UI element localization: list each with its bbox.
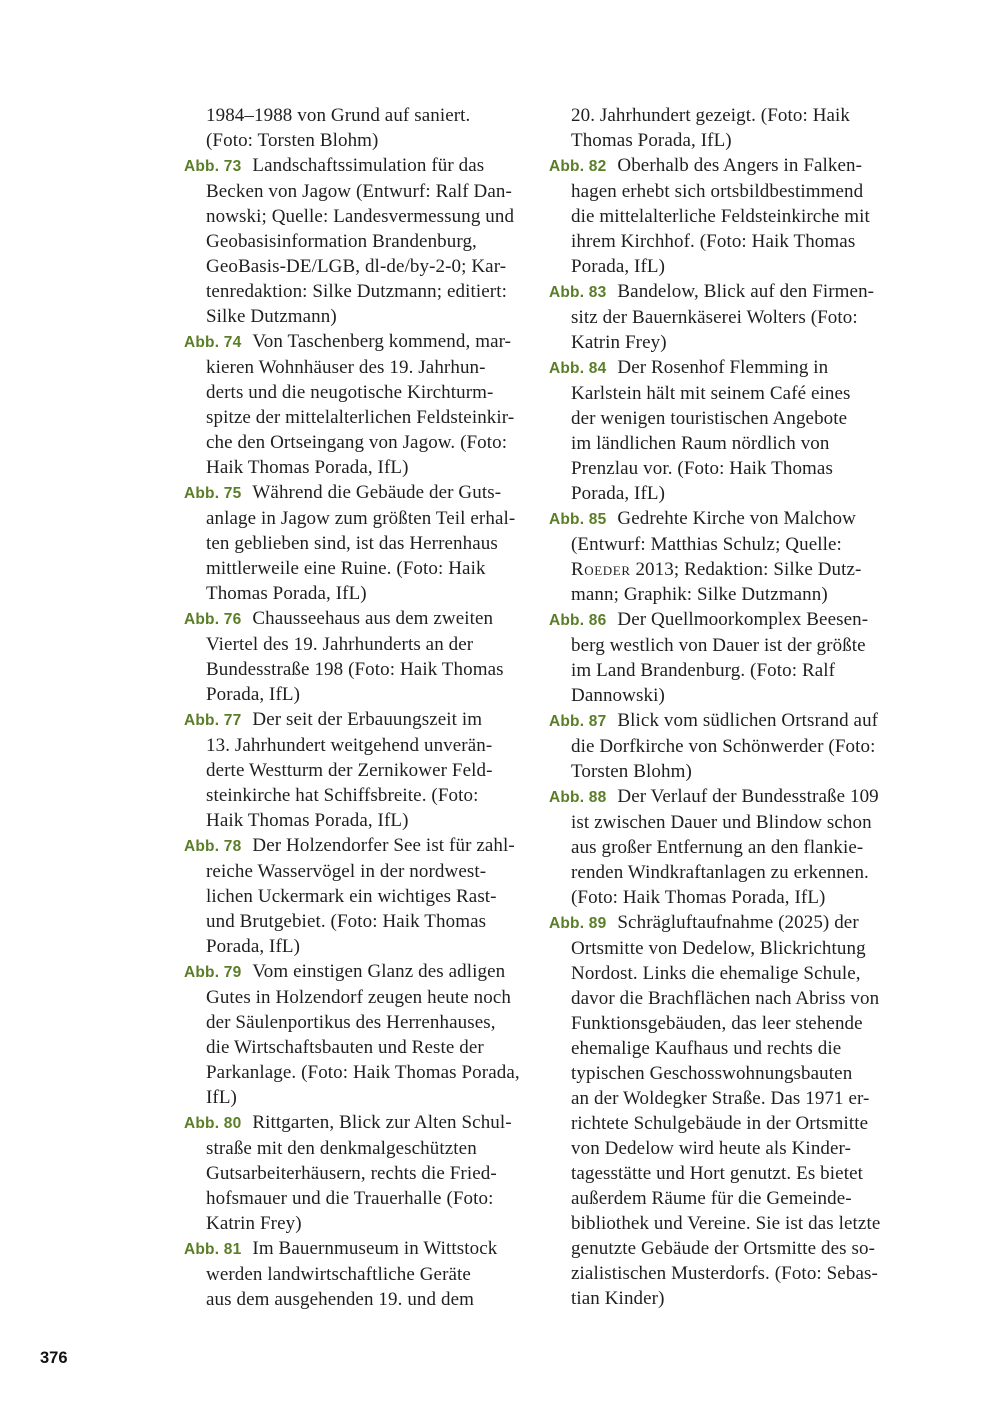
caption-line — [549, 204, 899, 229]
caption-line — [549, 406, 899, 431]
caption-text: Bundesstraße 198 (Foto: Haik Thomas — [206, 659, 504, 680]
figure-label: Abb. 75 — [184, 485, 242, 502]
figure-label: Abb. 84 — [549, 360, 607, 377]
caption-text: im Land Brandenburg. (Foto: Ralf — [571, 660, 836, 681]
caption-text: der Säulenportikus des Herrenhauses, — [206, 1012, 496, 1033]
caption-line — [184, 103, 534, 128]
caption-text: Porada, IfL) — [206, 936, 301, 957]
caption-line — [184, 329, 534, 355]
caption-line — [184, 682, 534, 707]
caption-text: Silke Dutzmann) — [206, 306, 337, 327]
caption-line — [549, 229, 899, 254]
caption-text: derts und die neugotische Kirchturm- — [206, 382, 494, 403]
caption-text: Viertel des 19. Jahrhunderts an der — [206, 634, 474, 655]
caption-line — [549, 810, 899, 835]
caption-entry — [184, 1236, 534, 1312]
caption-line — [549, 784, 899, 810]
caption-line — [549, 910, 899, 936]
caption-line — [184, 783, 534, 808]
caption-text: Funktionsgebäuden, das leer stehende — [571, 1013, 863, 1034]
figure-label: Abb. 82 — [549, 158, 607, 175]
caption-text: Gedrehte Kirche von Malchow — [617, 508, 856, 529]
caption-text: Der seit der Erbauungszeit im — [252, 709, 483, 730]
caption-line — [549, 506, 899, 532]
caption-text: kieren Wohnhäuser des 19. Jahrhun- — [206, 357, 486, 378]
caption-line — [549, 936, 899, 961]
caption-line — [549, 1011, 899, 1036]
caption-column-right — [549, 103, 899, 1312]
caption-line — [549, 431, 899, 456]
caption-text: (Foto: Torsten Blohm) — [206, 130, 379, 151]
page-number: 376 — [40, 1349, 68, 1367]
figure-label: Abb. 79 — [184, 964, 242, 981]
caption-line — [184, 1110, 534, 1136]
caption-text: berg westlich von Dauer ist der größte — [571, 635, 866, 656]
caption-line — [184, 581, 534, 606]
caption-line — [549, 633, 899, 658]
caption-line — [549, 1111, 899, 1136]
caption-line — [549, 254, 899, 279]
caption-line — [549, 1136, 899, 1161]
caption-text: genutzte Gebäude der Ortsmitte des so- — [571, 1238, 876, 1259]
caption-text: anlage in Jagow zum größten Teil erhal- — [206, 508, 516, 529]
caption-text: außerdem Räume für die Gemeinde- — [571, 1188, 852, 1209]
caption-line — [184, 355, 534, 380]
caption-text: straße mit den denkmalgeschützten — [206, 1138, 477, 1159]
caption-text: Katrin Frey) — [206, 1213, 302, 1234]
caption-text: an der Woldegker Straße. Das 1971 er- — [571, 1088, 870, 1109]
caption-line — [549, 1236, 899, 1261]
caption-text: Der Holzendorfer See ist für zahl- — [252, 835, 515, 856]
caption-line — [184, 128, 534, 153]
caption-line — [184, 1262, 534, 1287]
caption-text: im ländlichen Raum nördlich von — [571, 433, 830, 454]
caption-text: Thomas Porada, IfL) — [571, 130, 732, 151]
caption-text: Ortsmitte von Dedelow, Blickrichtung — [571, 938, 866, 959]
figure-label: Abb. 80 — [184, 1115, 242, 1132]
caption-entry — [549, 103, 899, 153]
caption-line — [549, 532, 899, 557]
caption-text: Im Bauernmuseum in Wittstock — [252, 1238, 498, 1259]
caption-line — [549, 582, 899, 607]
caption-text: Porada, IfL) — [206, 684, 301, 705]
caption-text: Haik Thomas Porada, IfL) — [206, 810, 409, 831]
caption-line — [184, 1035, 534, 1060]
caption-text: davor die Brachflächen nach Abriss von — [571, 988, 880, 1009]
caption-line — [549, 456, 899, 481]
caption-text: mann; Graphik: Silke Dutzmann) — [571, 584, 828, 605]
caption-entry — [184, 103, 534, 153]
caption-text: hofsmauer und die Trauerhalle (Foto: — [206, 1188, 494, 1209]
caption-line — [184, 380, 534, 405]
caption-line — [184, 556, 534, 581]
caption-text: Parkanlage. (Foto: Haik Thomas Porada, — [206, 1062, 520, 1083]
caption-line — [184, 430, 534, 455]
caption-text: Haik Thomas Porada, IfL) — [206, 457, 409, 478]
caption-entry — [549, 708, 899, 784]
caption-line — [549, 1086, 899, 1111]
caption-line — [549, 986, 899, 1011]
figure-captions-list — [184, 103, 899, 1312]
caption-line — [184, 959, 534, 985]
caption-text: Nordost. Links die ehemalige Schule, — [571, 963, 861, 984]
caption-text: ihrem Kirchhof. (Foto: Haik Thomas — [571, 231, 856, 252]
caption-entry — [184, 153, 534, 329]
caption-text: Bandelow, Blick auf den Firmen- — [617, 281, 875, 302]
caption-line — [549, 557, 899, 582]
caption-text: steinkirche hat Schiffsbreite. (Foto: — [206, 785, 479, 806]
caption-text: ten geblieben sind, ist das Herrenhaus — [206, 533, 498, 554]
caption-line — [549, 1186, 899, 1211]
caption-line — [184, 909, 534, 934]
caption-text: GeoBasis-DE/LGB, dl-de/by-2-0; Kar- — [206, 256, 507, 277]
caption-line — [184, 1010, 534, 1035]
caption-entry — [549, 355, 899, 506]
caption-line — [549, 1261, 899, 1286]
caption-line — [549, 1036, 899, 1061]
caption-line — [184, 1236, 534, 1262]
figure-label: Abb. 78 — [184, 838, 242, 855]
caption-text: Katrin Frey) — [571, 332, 667, 353]
caption-line — [549, 734, 899, 759]
caption-line — [184, 1186, 534, 1211]
caption-text: sitz der Bauernkäserei Wolters (Foto: — [571, 307, 858, 328]
caption-text: hagen erhebt sich ortsbildbestimmend — [571, 181, 864, 202]
caption-text: Blick vom südlichen Ortsrand auf — [617, 710, 879, 731]
caption-line — [549, 835, 899, 860]
caption-text: Porada, IfL) — [571, 483, 666, 504]
caption-text: che den Ortseingang von Jagow. (Foto: — [206, 432, 508, 453]
caption-line — [184, 707, 534, 733]
figure-label: Abb. 73 — [184, 158, 242, 175]
caption-entry — [184, 707, 534, 833]
caption-line — [184, 733, 534, 758]
caption-text: renden Windkraftanlagen zu erkennen. — [571, 862, 869, 883]
caption-text: 1984–1988 von Grund auf saniert. — [206, 105, 471, 126]
caption-text: bibliothek und Vereine. Sie ist das letzte — [571, 1213, 881, 1234]
caption-text: Rittgarten, Blick zur Alten Schul- — [252, 1112, 512, 1133]
caption-line — [549, 708, 899, 734]
caption-entry — [184, 1110, 534, 1236]
caption-text: nowski; Quelle: Landesvermessung und — [206, 206, 515, 227]
caption-line — [184, 985, 534, 1010]
caption-line — [184, 884, 534, 909]
caption-text: Während die Gebäude der Guts- — [252, 482, 502, 503]
caption-line — [184, 229, 534, 254]
caption-text: 13. Jahrhundert weitgehend unverän- — [206, 735, 493, 756]
caption-line — [549, 1211, 899, 1236]
caption-line — [549, 128, 899, 153]
caption-text: Oberhalb des Angers in Falken- — [617, 155, 863, 176]
caption-entry — [184, 833, 534, 959]
caption-line — [549, 607, 899, 633]
caption-text: Karlstein hält mit seinem Café eines — [571, 383, 851, 404]
caption-text: 2013; Redaktion: Silke Dutz- — [630, 559, 862, 580]
figure-label: Abb. 77 — [184, 712, 242, 729]
caption-text: Porada, IfL) — [571, 256, 666, 277]
caption-line — [184, 1085, 534, 1110]
caption-line — [184, 179, 534, 204]
caption-line — [549, 759, 899, 784]
caption-entry — [549, 607, 899, 708]
caption-line — [549, 279, 899, 305]
caption-text: Landschaftssimulation für das — [252, 155, 485, 176]
figure-label: Abb. 88 — [549, 789, 607, 806]
caption-line — [184, 758, 534, 783]
figure-label: Abb. 83 — [549, 284, 607, 301]
caption-line — [184, 279, 534, 304]
caption-line — [184, 1161, 534, 1186]
caption-text: Torsten Blohm) — [571, 761, 692, 782]
figure-label: Abb. 85 — [549, 511, 607, 528]
caption-text: von Dedelow wird heute als Kinder- — [571, 1138, 852, 1159]
caption-entry — [549, 506, 899, 607]
caption-text: Dannowski) — [571, 685, 665, 706]
caption-text: mittlerweile eine Ruine. (Foto: Haik — [206, 558, 486, 579]
caption-text: spitze der mittelalterlichen Feldsteinkir- — [206, 407, 515, 428]
caption-text: Schrägluftaufnahme (2025) der — [617, 912, 859, 933]
caption-line — [549, 1286, 899, 1311]
figure-label: Abb. 86 — [549, 612, 607, 629]
caption-text: der wenigen touristischen Angebote — [571, 408, 848, 429]
caption-text: (Entwurf: Matthias Schulz; Quelle: — [571, 534, 842, 555]
caption-line — [184, 1211, 534, 1236]
caption-line — [184, 934, 534, 959]
caption-line — [184, 480, 534, 506]
caption-text: derte Westturm der Zernikower Feld- — [206, 760, 493, 781]
caption-line — [184, 405, 534, 430]
caption-line — [549, 179, 899, 204]
caption-text: (Foto: Haik Thomas Porada, IfL) — [571, 887, 826, 908]
caption-text: Der Rosenhof Flemming in — [617, 357, 829, 378]
caption-line — [549, 103, 899, 128]
caption-text: tagesstätte und Hort genutzt. Es bietet — [571, 1163, 863, 1184]
caption-line — [549, 355, 899, 381]
caption-line — [184, 455, 534, 480]
caption-text: reiche Wasservögel in der nordwest- — [206, 861, 487, 882]
caption-text: Vom einstigen Glanz des adligen — [252, 961, 506, 982]
caption-entry — [549, 910, 899, 1311]
caption-text: werden landwirtschaftliche Geräte — [206, 1264, 471, 1285]
caption-entry — [549, 153, 899, 279]
caption-text: Chausseehaus aus dem zweiten — [252, 608, 494, 629]
caption-line — [549, 683, 899, 708]
caption-text: richtete Schulgebäude in der Ortsmitte — [571, 1113, 869, 1134]
caption-text: Von Taschenberg kommend, mar- — [252, 331, 512, 352]
caption-line — [549, 481, 899, 506]
caption-entry — [549, 784, 899, 910]
caption-text-smallcaps: Roeder — [571, 559, 631, 580]
caption-column-left — [184, 103, 534, 1312]
caption-text: Geobasisinformation Brandenburg, — [206, 231, 477, 252]
caption-line — [184, 204, 534, 229]
caption-line — [184, 859, 534, 884]
figure-label: Abb. 89 — [549, 915, 607, 932]
caption-line — [549, 1161, 899, 1186]
caption-line — [184, 1136, 534, 1161]
caption-text: lichen Uckermark ein wichtiges Rast- — [206, 886, 497, 907]
caption-entry — [184, 606, 534, 707]
caption-entry — [184, 959, 534, 1110]
caption-text: die Wirtschaftsbauten und Reste der — [206, 1037, 484, 1058]
caption-line — [184, 833, 534, 859]
caption-text: ehemalige Kaufhaus und rechts die — [571, 1038, 842, 1059]
caption-text: Der Quellmoorkomplex Beesen- — [617, 609, 869, 630]
caption-line — [549, 885, 899, 910]
caption-text: zialistischen Musterdorfs. (Foto: Sebas- — [571, 1263, 878, 1284]
caption-line — [549, 330, 899, 355]
figure-label: Abb. 87 — [549, 713, 607, 730]
caption-text: Gutes in Holzendorf zeugen heute noch — [206, 987, 511, 1008]
caption-entry — [184, 329, 534, 480]
caption-line — [184, 606, 534, 632]
caption-line — [184, 632, 534, 657]
caption-text: Der Verlauf der Bundesstraße 109 — [617, 786, 879, 807]
caption-line — [549, 658, 899, 683]
caption-line — [184, 531, 534, 556]
caption-text: 20. Jahrhundert gezeigt. (Foto: Haik — [571, 105, 851, 126]
caption-text: und Brutgebiet. (Foto: Haik Thomas — [206, 911, 487, 932]
caption-line — [549, 305, 899, 330]
caption-text: IfL) — [206, 1087, 237, 1108]
caption-text: ist zwischen Dauer und Blindow schon — [571, 812, 872, 833]
caption-text: aus dem ausgehenden 19. und dem — [206, 1289, 474, 1310]
caption-line — [184, 808, 534, 833]
caption-line — [184, 304, 534, 329]
caption-entry — [549, 279, 899, 355]
caption-line — [549, 381, 899, 406]
caption-line — [549, 860, 899, 885]
caption-line — [549, 961, 899, 986]
caption-line — [184, 506, 534, 531]
caption-line — [184, 153, 534, 179]
caption-text: aus großer Entfernung an den flankie- — [571, 837, 864, 858]
caption-text: die mittelalterliche Feldsteinkirche mit — [571, 206, 870, 227]
caption-text: Becken von Jagow (Entwurf: Ralf Dan- — [206, 181, 512, 202]
caption-entry — [184, 480, 534, 606]
caption-line — [184, 1060, 534, 1085]
caption-line — [549, 1061, 899, 1086]
caption-line — [184, 254, 534, 279]
figure-label: Abb. 81 — [184, 1241, 242, 1258]
figure-label: Abb. 76 — [184, 611, 242, 628]
figure-label: Abb. 74 — [184, 334, 242, 351]
caption-text: typischen Geschosswohnungsbauten — [571, 1063, 853, 1084]
caption-line — [184, 1287, 534, 1312]
caption-line — [184, 657, 534, 682]
caption-text: die Dorfkirche von Schönwerder (Foto: — [571, 736, 876, 757]
caption-text: tian Kinder) — [571, 1288, 665, 1309]
caption-text: tenredaktion: Silke Dutzmann; editiert: — [206, 281, 507, 302]
caption-line — [549, 153, 899, 179]
caption-text: Thomas Porada, IfL) — [206, 583, 367, 604]
caption-text: Prenzlau vor. (Foto: Haik Thomas — [571, 458, 833, 479]
caption-text: Gutsarbeiterhäusern, rechts die Fried- — [206, 1163, 497, 1184]
